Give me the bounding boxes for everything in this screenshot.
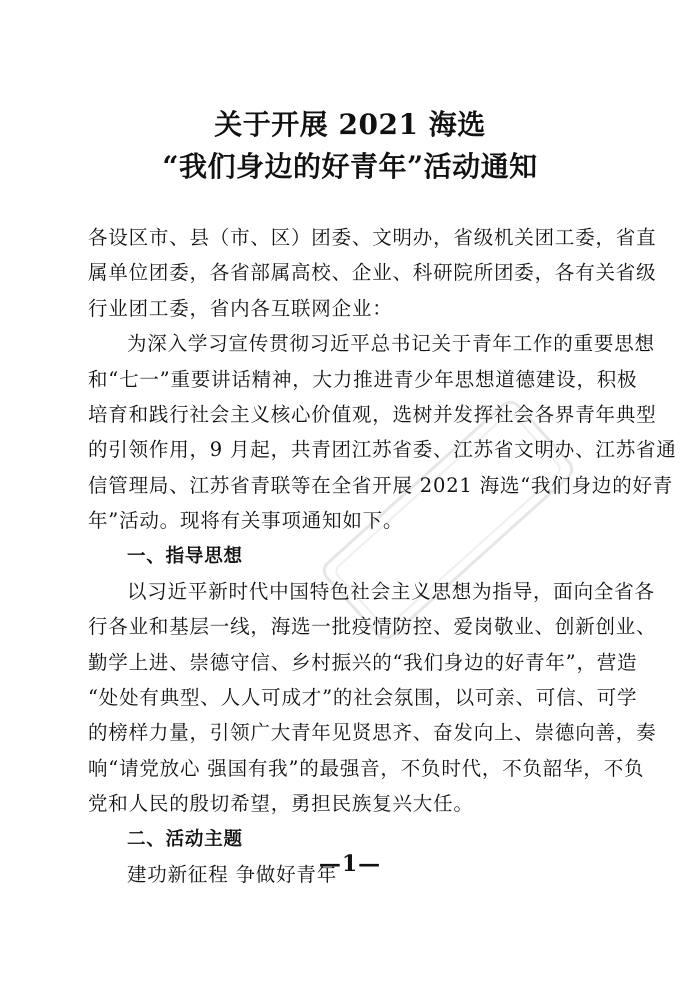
intro-line: 信管理局、江苏省青联等在全省开展 2021 海选“我们身边的好青 xyxy=(88,473,674,497)
section-1-line: 以习近平新时代中国特色社会主义思想为指导，面向全省各 xyxy=(127,579,655,603)
intro-line: 为深入学习宣传贯彻习近平总书记关于青年工作的重要思想 xyxy=(127,332,655,356)
document-title-line-2: “我们身边的好青年”活动通知 xyxy=(162,150,538,183)
page-number: —1— xyxy=(318,851,382,877)
section-1-line: 行各业和基层一线，海选一批疫情防控、爱岗敬业、创新创业、 xyxy=(88,615,657,639)
document-body xyxy=(88,220,677,892)
section-1-line: 党和人民的殷切希望，勇担民族复兴大任。 xyxy=(88,792,474,816)
section-1-line: 响“请党放心 强国有我”的最强音，不负时代，不负韶华，不负 xyxy=(88,756,645,780)
document-title-line-1: 关于开展 2021 海选 xyxy=(214,108,486,141)
activity-theme: 建功新征程 争做好青年 xyxy=(127,863,337,887)
intro-line: 的引领作用，9 月起，共青团江苏省委、江苏省文明办、江苏省通 xyxy=(88,438,677,462)
section-2-heading: 二、活动主题 xyxy=(127,828,243,850)
addressee-line: 行业团工委，省内各互联网企业： xyxy=(88,296,393,320)
section-1-line: 的榜样力量，引领广大青年见贤思齐、奋发向上、崇德向善，奏 xyxy=(88,721,657,745)
addressee-line: 属单位团委，各省部属高校、企业、科研院所团委，各有关省级 xyxy=(88,261,657,285)
intro-line: 年”活动。现将有关事项通知如下。 xyxy=(88,509,404,533)
intro-line: 培育和践行社会主义核心价值观，选树并发挥社会各界青年典型 xyxy=(88,402,657,426)
section-1-line: 勤学上进、崇德守信、乡村振兴的“我们身边的好青年”，营造 xyxy=(88,650,638,674)
section-1-heading: 一、指导思想 xyxy=(127,545,243,567)
section-1-line: “处处有典型、人人可成才”的社会氛围，以可亲、可信、可学 xyxy=(88,686,638,710)
addressee-line: 各设区市、县（市、区）团委、文明办，省级机关团工委，省直 xyxy=(88,226,657,249)
intro-line: 和“七一”重要讲话精神，大力推进青少年思想道德建设，积极 xyxy=(88,367,638,391)
